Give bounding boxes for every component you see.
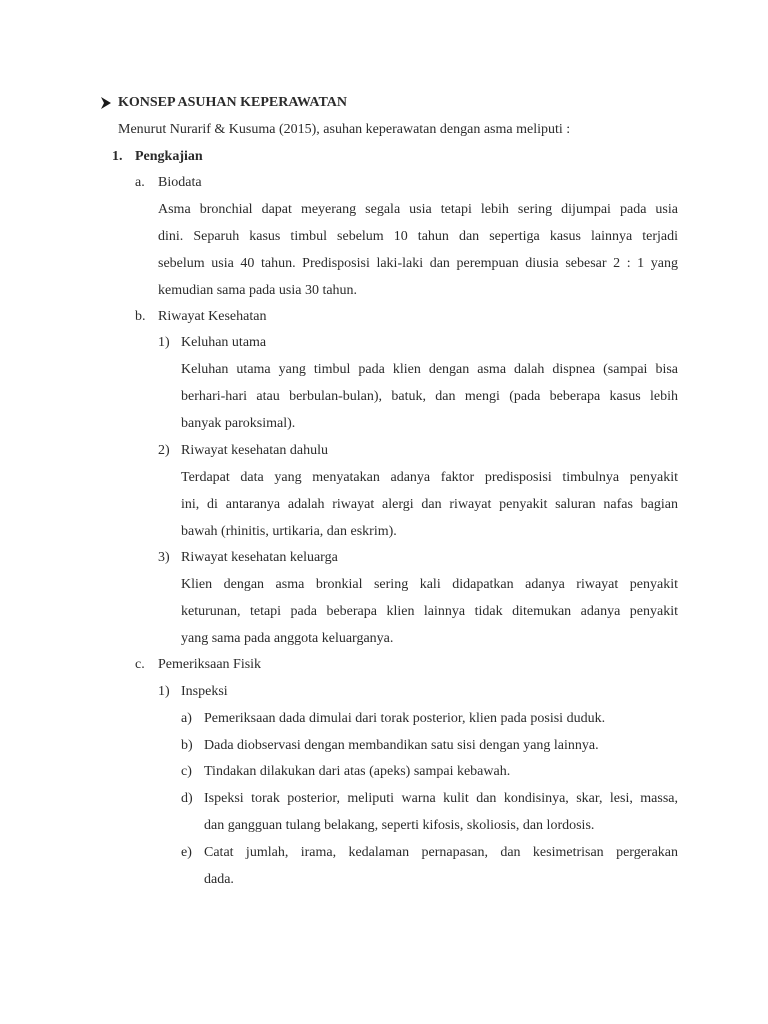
item-marker: 2) bbox=[158, 443, 170, 458]
section-title: Pengkajian bbox=[135, 149, 203, 164]
arrowhead-bullet-icon bbox=[100, 96, 112, 110]
item-title: Riwayat kesehatan keluarga bbox=[181, 550, 338, 565]
list-item: Tindakan dilakukan dari atas (apeks) sampai kebawah. bbox=[204, 764, 511, 779]
subsection-marker-b: b. bbox=[135, 309, 146, 324]
item-marker: 3) bbox=[158, 550, 170, 565]
item-title-inspeksi: Inspeksi bbox=[181, 684, 228, 699]
list-item: Catat jumlah, irama, kedalaman pernapasan, dan kesimetrisan pergerakan bbox=[204, 845, 678, 860]
paragraph-line: banyak paroksimal). bbox=[181, 416, 296, 431]
list-marker: a) bbox=[181, 711, 192, 726]
paragraph-line: sebelum usia 40 tahun. Predisposisi laki-laki dan perempuan diusia sebesar 2 : 1 yang bbox=[158, 256, 678, 271]
section-heading: KONSEP ASUHAN KEPERAWATAN bbox=[118, 95, 347, 110]
list-item: Pemeriksaan dada dimulai dari torak posterior, klien pada posisi duduk. bbox=[204, 711, 606, 726]
list-item: Ispeksi torak posterior, meliputi warna kulit dan kondisinya, skar, lesi, massa, bbox=[204, 791, 678, 806]
list-marker: d) bbox=[181, 791, 193, 806]
list-marker: b) bbox=[181, 738, 193, 753]
subsection-title-riwayat: Riwayat Kesehatan bbox=[158, 309, 267, 324]
list-marker: c) bbox=[181, 764, 192, 779]
list-marker: e) bbox=[181, 845, 192, 860]
item-marker: 1) bbox=[158, 335, 170, 350]
paragraph-line: Asma bronchial dapat meyerang segala usia tetapi lebih sering dijumpai pada usia bbox=[158, 202, 678, 217]
paragraph-line: dini. Separuh kasus timbul sebelum 10 tahun dan sepertiga kasus lainnya terjadi bbox=[158, 229, 678, 244]
paragraph-line: Keluhan utama yang timbul pada klien dengan asma dalah dispnea (sampai bisa bbox=[181, 362, 678, 377]
list-item-continuation: dan gangguan tulang belakang, seperti kifosis, skoliosis, dan lordosis. bbox=[204, 818, 595, 833]
subsection-marker-c: c. bbox=[135, 657, 145, 672]
paragraph-line: yang sama pada anggota keluarganya. bbox=[181, 631, 394, 646]
section-number: 1. bbox=[112, 149, 123, 164]
intro-text: Menurut Nurarif & Kusuma (2015), asuhan keperawatan dengan asma meliputi : bbox=[118, 122, 571, 137]
item-marker: 1) bbox=[158, 684, 170, 699]
paragraph-line: berhari-hari atau berbulan-bulan), batuk, dan mengi (pada beberapa kasus lebih bbox=[181, 389, 678, 404]
paragraph-line: keturunan, tetapi pada beberapa klien lainnya tidak ditemukan adanya penyakit bbox=[181, 604, 678, 619]
subsection-title-biodata: Biodata bbox=[158, 175, 202, 190]
paragraph-line: Klien dengan asma bronkial sering kali didapatkan adanya riwayat penyakit bbox=[181, 577, 678, 592]
paragraph-line: kemudian sama pada usia 30 tahun. bbox=[158, 283, 358, 298]
list-item-continuation: dada. bbox=[204, 872, 234, 887]
paragraph-line: Terdapat data yang menyatakan adanya faktor predisposisi timbulnya penyakit bbox=[181, 470, 678, 485]
subsection-title-pemeriksaan: Pemeriksaan Fisik bbox=[158, 657, 262, 672]
paragraph-line: bawah (rhinitis, urtikaria, dan eskrim). bbox=[181, 524, 397, 539]
paragraph-line: ini, di antaranya adalah riwayat alergi dan riwayat penyakit saluran nafas bagian bbox=[181, 497, 678, 512]
list-item: Dada diobservasi dengan membandikan satu sisi dengan yang lainnya. bbox=[204, 738, 599, 753]
subsection-marker-a: a. bbox=[135, 175, 145, 190]
item-title: Riwayat kesehatan dahulu bbox=[181, 443, 328, 458]
item-title: Keluhan utama bbox=[181, 335, 267, 350]
